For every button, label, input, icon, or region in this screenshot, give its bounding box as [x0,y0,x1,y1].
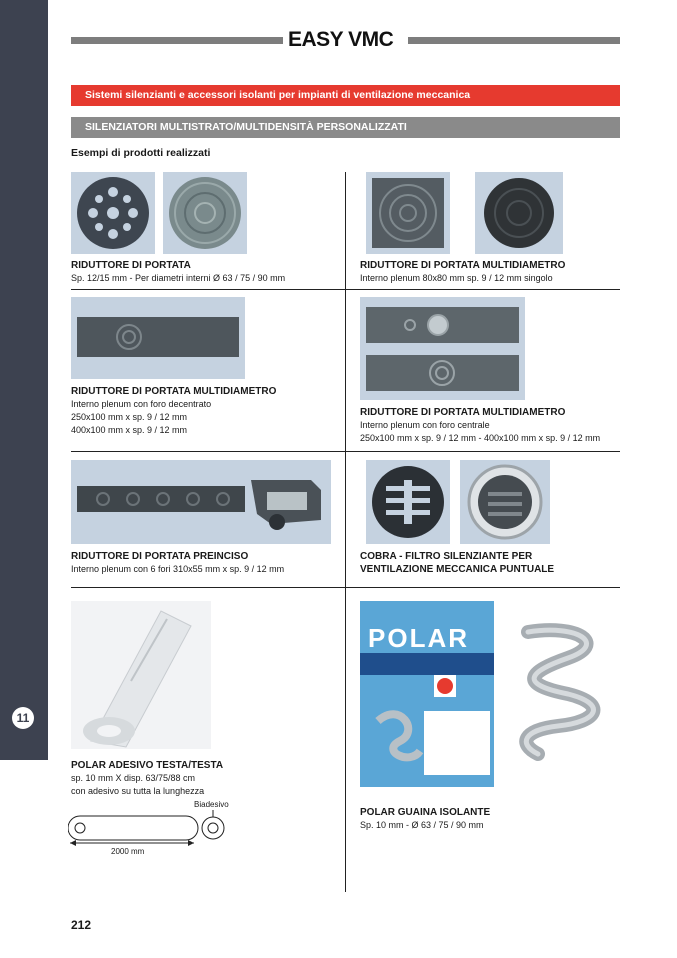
pre-cut-strip-photo [71,460,331,544]
product-spec: sp. 10 mm X disp. 63/75/88 cm [71,773,196,783]
product-spec: Interno plenum con foro decentrato [71,399,212,409]
product-spec: 250x100 mm x sp. 9 / 12 mm - 400x100 mm x sp. 9 / 12 mm [360,433,601,443]
chapter-number-badge: 11 [12,707,34,729]
product-title: RIDUTTORE DI PORTATA MULTIDIAMETRO [360,407,566,418]
product-spec: 400x100 mm x sp. 9 / 12 mm [71,425,188,435]
cobra-in-duct-photo [460,460,550,544]
product-spec: 250x100 mm x sp. 9 / 12 mm [71,412,188,422]
row-divider-3 [71,587,620,588]
perforated-disc-photo [71,172,155,254]
polar-package-photo [360,601,494,787]
length-label: 2000 mm [111,847,145,856]
adhesive-label: Biadesivo [194,800,229,809]
product-spec: Interno plenum con 6 fori 310x55 mm x sp. 9 / 12 mm [71,564,285,574]
product-title: RIDUTTORE DI PORTATA MULTIDIAMETRO [360,260,566,271]
examples-heading: Esempi di prodotti realizzati [71,147,211,159]
row-divider-2 [71,451,620,452]
product-spec: Sp. 10 mm - Ø 63 / 75 / 90 mm [360,820,484,830]
page-title: EASY VMC [288,28,394,51]
product-title: POLAR GUAINA ISOLANTE [360,807,491,818]
product-title: POLAR ADESIVO TESTA/TESTA [71,760,224,771]
product-title-line2: VENTILAZIONE MECCANICA PUNTUALE [360,564,555,575]
foam-disc-photo [163,172,247,254]
off-center-strip-photo [71,297,245,379]
product-title: COBRA - FILTRO SILENZIANTE PER [360,551,533,562]
polar-brand-text: POLAR [368,623,469,653]
polar-spiral-photo [498,614,620,764]
title-rule-right [408,37,620,44]
row-divider-1 [71,289,620,290]
product-spec: Interno plenum 80x80 mm sp. 9 / 12 mm singolo [360,273,553,283]
product-title: RIDUTTORE DI PORTATA PREINCISO [71,551,249,562]
product-spec: Interno plenum con foro centrale [360,420,490,430]
title-rule-left [71,37,283,44]
page-number: 212 [71,918,92,932]
product-title: RIDUTTORE DI PORTATA [71,260,191,271]
center-hole-strips-photo [360,297,525,400]
column-divider [345,172,346,892]
product-title: RIDUTTORE DI PORTATA MULTIDIAMETRO [71,386,277,397]
polar-tube-photo [71,601,211,749]
cobra-filter-photo [366,460,450,544]
subsection-band: SILENZIATORI MULTISTRATO/MULTIDENSITÀ PERSONALIZZATI [71,117,620,138]
square-foam-photo [366,172,450,254]
product-spec: Sp. 12/15 mm - Per diametri interni Ø 63 / 75 / 90 mm [71,273,286,283]
round-foam-photo [475,172,563,254]
product-spec: con adesivo su tutta la lunghezza [71,786,205,796]
chapter-side-tab [0,0,48,760]
section-band: Sistemi silenzianti e accessori isolanti per impianti di ventilazione meccanica [71,85,620,106]
